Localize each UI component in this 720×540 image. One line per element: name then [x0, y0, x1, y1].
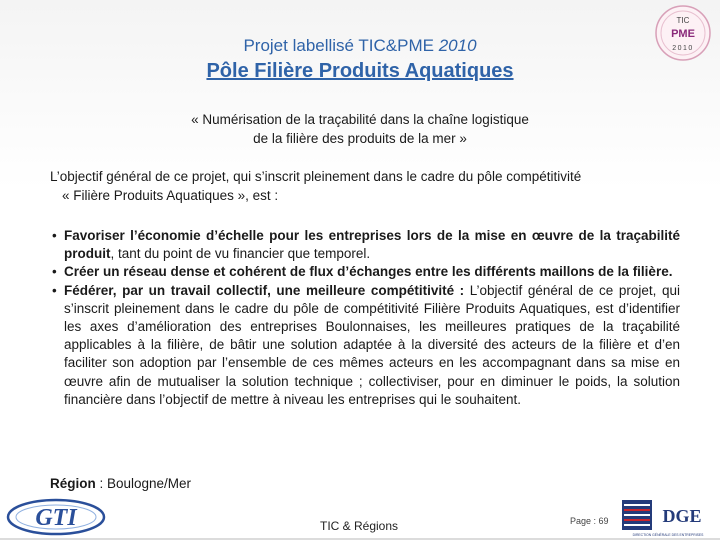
bullet-1-text: , tant du point de vu financier que temporel. — [110, 246, 371, 262]
page-title: Pôle Filière Produits Aquatiques — [206, 60, 514, 82]
bullet-2-bold: Créer un réseau dense et cohérent de flux d’échanges entre les différents maillons de la filière. — [64, 264, 673, 280]
region-line — [50, 476, 191, 491]
project-quote — [100, 110, 620, 148]
bullet-3-bold: Fédérer, par un travail collectif, une meilleure compétitivité : — [64, 282, 465, 298]
page-number: Page : 69 — [570, 516, 609, 526]
list-item — [50, 227, 680, 263]
logo-tic-text: TIC — [676, 16, 690, 25]
gti-logo-text: GTI — [35, 505, 77, 531]
bullet-3-text: L’objectif général de ce projet, qui s’inscrit pleinement dans le cadre du pôle de compétitivité Filière Produits Aquatiques, est d’identifier les axes d’amélioration des entreprises Boulonnaises, les meilleures pratiques de la traçabilité applicables à la filière, de bâtir une solution adaptée à la diversité des acteurs de la filière et d’en faciliter son adoption par l’ensemble de ces mêmes acteurs en les accompagnant dans sa mise en œuvre afin de mutualiser la solution technique ; collectiviser, pour en diminuer le poids, la solution financière dans l’objectif de mettre à niveau les entreprises qui le souhaitent. — [64, 282, 680, 407]
intro-line-1: L’objectif général de ce projet, qui s’inscrit pleinement dans le cadre du pôle compétitivité — [50, 169, 582, 184]
region-label: Région — [50, 476, 96, 491]
bullet-icon: • — [52, 228, 57, 243]
logo-pme-text: PME — [671, 28, 695, 40]
intro-paragraph — [50, 167, 690, 205]
subtitle-year: 2010 — [438, 36, 477, 55]
bullet-icon: • — [52, 264, 57, 280]
flag-icon — [622, 500, 652, 530]
intro-line-2: « Filière Produits Aquatiques », est : — [62, 188, 279, 203]
region-value: : Boulogne/Mer — [95, 476, 192, 491]
dge-logo-text: DGE — [662, 506, 702, 526]
quote-line-2: de la filière des produits de la mer » — [253, 131, 467, 146]
footer-center-text: TIC & Régions — [320, 519, 399, 533]
logo-year-text: 2010 — [672, 45, 694, 52]
bullet-1-bold: Favoriser l’économie d’échelle pour les entreprises lors de la mise en œuvre de la traçabilité produit — [64, 228, 680, 262]
dge-logo — [620, 496, 716, 540]
subtitle-main: Projet labellisé TIC&PME — [243, 36, 439, 55]
bullet-icon: • — [52, 282, 57, 298]
objectives-list — [50, 227, 680, 409]
project-subtitle — [0, 36, 720, 56]
quote-line-1: « Numérisation de la traçabilité dans la chaîne logistique — [191, 112, 529, 127]
dge-caption-text: DIRECTION GÉNÉRALE DES ENTREPRISES — [632, 533, 704, 537]
gti-logo — [4, 494, 116, 538]
list-item — [50, 282, 680, 409]
list-item — [50, 263, 680, 281]
